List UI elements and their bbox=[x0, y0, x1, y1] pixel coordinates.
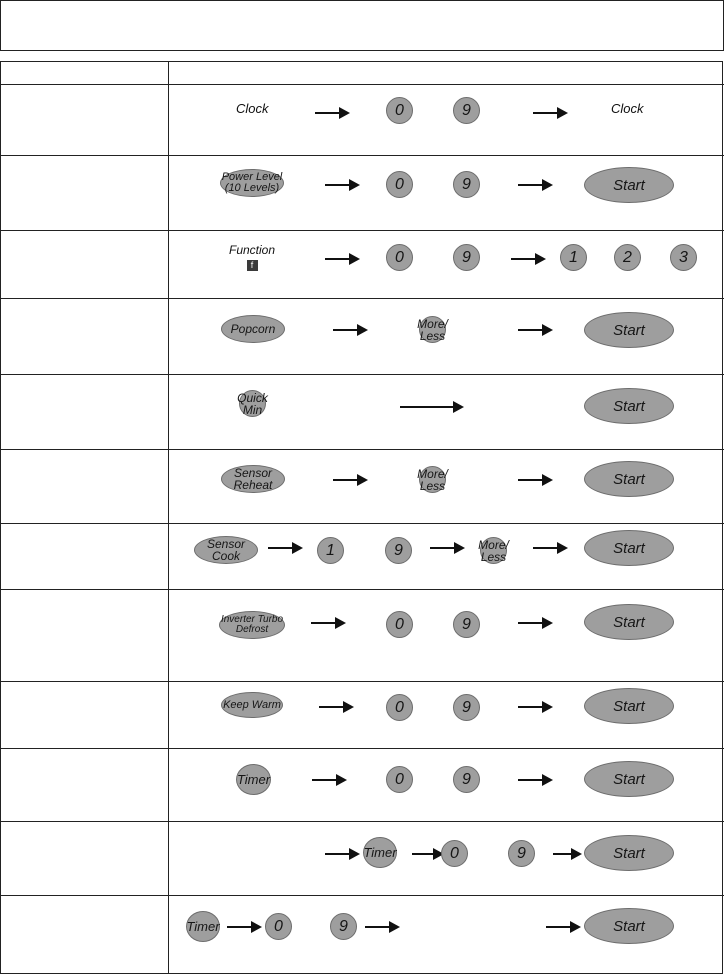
arrow-icon bbox=[533, 547, 566, 549]
more-label: More/ bbox=[417, 466, 448, 481]
more-label: More/ bbox=[478, 537, 509, 552]
option-button[interactable]: 2 bbox=[614, 244, 641, 271]
keep-warm-button[interactable]: Keep Warm bbox=[221, 692, 283, 718]
digit-button[interactable]: 0 bbox=[386, 694, 413, 721]
arrow-icon bbox=[319, 706, 352, 708]
arrow-icon bbox=[518, 706, 551, 708]
digit-button[interactable]: 9 bbox=[453, 611, 480, 638]
row-divider bbox=[0, 374, 724, 375]
power-level-line1: Power Level bbox=[221, 171, 283, 183]
sensor-reheat-button[interactable] bbox=[221, 465, 285, 493]
row-divider bbox=[0, 895, 724, 896]
arrow-icon bbox=[518, 779, 551, 781]
start-button[interactable]: Start bbox=[584, 461, 674, 497]
arrow-icon bbox=[311, 622, 344, 624]
digit-button[interactable]: 9 bbox=[385, 537, 412, 564]
digit-button[interactable]: 9 bbox=[453, 694, 480, 721]
arrow-icon bbox=[227, 926, 260, 928]
function-label: Function bbox=[228, 243, 276, 257]
arrow-icon bbox=[546, 926, 579, 928]
cook-label: Cook bbox=[211, 549, 240, 563]
title-box bbox=[0, 0, 724, 51]
row-divider bbox=[0, 449, 724, 450]
more-label: More/ bbox=[417, 316, 448, 331]
more-less-button[interactable] bbox=[419, 466, 446, 493]
digit-button[interactable]: 0 bbox=[386, 171, 413, 198]
function-icon: f bbox=[226, 257, 278, 271]
arrow-icon bbox=[268, 547, 301, 549]
row-divider bbox=[0, 230, 724, 231]
inverter-defrost-button[interactable] bbox=[219, 611, 285, 639]
arrow-icon bbox=[412, 853, 442, 855]
power-level-line2: (10 Levels) bbox=[224, 182, 280, 194]
arrow-icon bbox=[333, 479, 366, 481]
arrow-icon bbox=[312, 779, 345, 781]
arrow-icon bbox=[518, 479, 551, 481]
header-divider bbox=[0, 84, 724, 85]
clock-button-label[interactable]: Clock bbox=[236, 101, 269, 116]
arrow-icon bbox=[518, 622, 551, 624]
start-button[interactable]: Start bbox=[584, 312, 674, 348]
start-button[interactable]: Start bbox=[584, 761, 674, 797]
start-button[interactable]: Start bbox=[584, 167, 674, 203]
less-label: Less bbox=[419, 328, 446, 343]
arrow-icon bbox=[511, 258, 544, 260]
row-divider bbox=[0, 298, 724, 299]
digit-button[interactable]: 0 bbox=[265, 913, 292, 940]
start-button[interactable]: Start bbox=[584, 604, 674, 640]
option-button[interactable]: 1 bbox=[560, 244, 587, 271]
reheat-label: Reheat bbox=[233, 478, 273, 492]
digit-button[interactable]: 0 bbox=[386, 611, 413, 638]
column-divider bbox=[168, 61, 169, 974]
digit-button[interactable]: 1 bbox=[317, 537, 344, 564]
arrow-icon bbox=[518, 184, 551, 186]
arrow-icon bbox=[325, 853, 358, 855]
digit-button[interactable]: 9 bbox=[453, 766, 480, 793]
arrow-icon bbox=[325, 258, 358, 260]
timer-button[interactable]: Timer bbox=[363, 837, 397, 868]
arrow-icon bbox=[518, 329, 551, 331]
sensor-label: Sensor bbox=[206, 537, 246, 551]
defrost-label: Defrost bbox=[235, 624, 269, 635]
digit-button[interactable]: 9 bbox=[508, 840, 535, 867]
start-button[interactable]: Start bbox=[584, 835, 674, 871]
more-less-button[interactable] bbox=[480, 537, 507, 564]
arrow-icon bbox=[400, 406, 462, 408]
arrow-icon bbox=[553, 853, 580, 855]
quick-min-button[interactable] bbox=[239, 390, 266, 417]
digit-button[interactable]: 9 bbox=[330, 913, 357, 940]
timer-button[interactable]: Timer bbox=[236, 764, 271, 795]
start-button[interactable]: Start bbox=[584, 688, 674, 724]
start-button[interactable]: Start bbox=[584, 530, 674, 566]
option-button[interactable]: 3 bbox=[670, 244, 697, 271]
row-divider bbox=[0, 155, 724, 156]
more-less-button[interactable] bbox=[419, 316, 446, 343]
start-button[interactable]: Start bbox=[584, 908, 674, 944]
start-button[interactable]: Start bbox=[584, 388, 674, 424]
timer-button[interactable]: Timer bbox=[186, 911, 220, 942]
sensor-cook-button[interactable] bbox=[194, 536, 258, 564]
arrow-icon bbox=[430, 547, 463, 549]
row-divider bbox=[0, 523, 724, 524]
digit-button[interactable]: 0 bbox=[386, 766, 413, 793]
arrow-icon bbox=[365, 926, 398, 928]
arrow-icon bbox=[533, 112, 566, 114]
digit-button[interactable]: 9 bbox=[453, 244, 480, 271]
digit-button[interactable]: 9 bbox=[453, 171, 480, 198]
arrow-icon bbox=[325, 184, 358, 186]
quick-label: Quick bbox=[237, 390, 268, 405]
power-level-button[interactable] bbox=[220, 169, 284, 197]
digit-button[interactable]: 0 bbox=[386, 97, 413, 124]
row-divider bbox=[0, 748, 724, 749]
digit-button[interactable]: 0 bbox=[386, 244, 413, 271]
popcorn-button[interactable]: Popcorn bbox=[221, 315, 285, 343]
row-divider bbox=[0, 681, 724, 682]
digit-button[interactable]: 0 bbox=[441, 840, 468, 867]
less-label: Less bbox=[480, 549, 507, 564]
row-divider bbox=[0, 589, 724, 590]
function-button[interactable] bbox=[226, 243, 278, 271]
arrow-icon bbox=[333, 329, 366, 331]
inverter-turbo-label: Inverter Turbo bbox=[220, 614, 284, 625]
row-divider bbox=[0, 821, 724, 822]
less-label: Less bbox=[419, 478, 446, 493]
sensor-label: Sensor bbox=[233, 466, 273, 480]
min-label: Min bbox=[242, 402, 263, 417]
digit-button[interactable]: 9 bbox=[453, 97, 480, 124]
clock-button-label[interactable]: Clock bbox=[611, 101, 644, 116]
arrow-icon bbox=[315, 112, 348, 114]
